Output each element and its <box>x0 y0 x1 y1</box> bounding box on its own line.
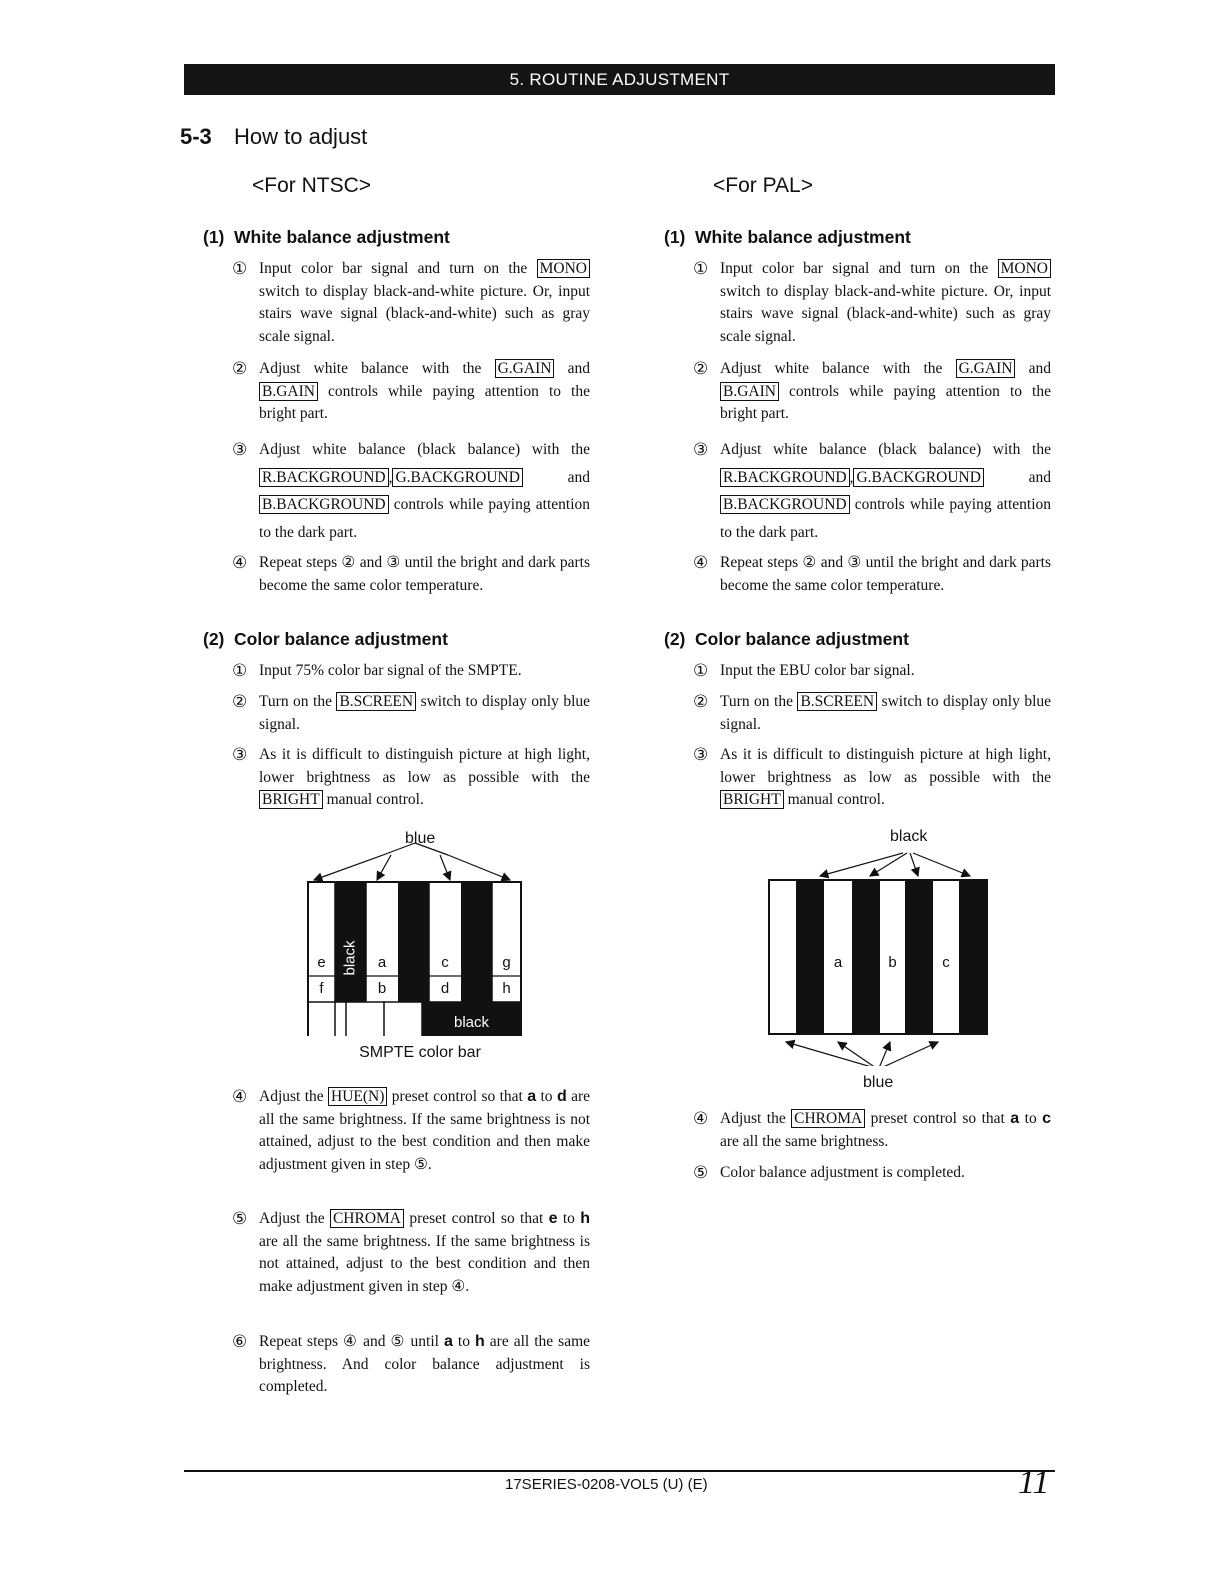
step-number: ② <box>693 692 709 711</box>
b-screen-label: B.SCREEN <box>336 692 416 711</box>
diagram-top-label: black <box>890 828 928 845</box>
g-background-label: G.BACKGROUND <box>853 468 983 487</box>
ntsc-wb-step-3: ③ Adjust white balance (black balance) with the R.BACKGROUND , G.BACKGROUND and B.BACKGROUND controls while paying attention to the dark part. <box>259 436 590 546</box>
b-screen-label: B.SCREEN <box>797 692 877 711</box>
smpte-diagram-graphic <box>300 826 540 1036</box>
ntsc-title: <For NTSC> <box>252 174 372 197</box>
pal-cb-step-5: ⑤ Color balance adjustment is completed. <box>720 1162 1051 1185</box>
g-gain-label: G.GAIN <box>495 359 555 378</box>
pal-wb-number: (1) <box>664 227 686 247</box>
pal-cb-step-2: ② Turn on the B.SCREEN switch to display only blue signal. <box>693 692 1052 733</box>
pal-wb-step-4: ④ Repeat steps ② and ③ until the bright and dark parts become the same color temperature. <box>693 553 1051 594</box>
black-bar <box>398 882 429 1002</box>
arrow <box>879 1042 890 1066</box>
pal-wb-step-2: ② Adjust white balance with the G.GAIN and B.GAIN controls while paying attention to the bright part. <box>693 359 1052 422</box>
step-number: ③ <box>232 745 248 764</box>
ntsc-cb-number: (2) <box>203 629 225 649</box>
step-number: ⑤ <box>232 1209 248 1228</box>
pal-wb-step-3: ③ Adjust white balance (black balance) with the R.BACKGROUND , G.BACKGROUND and B.BACKGROUND controls while paying attention to the dark part. <box>720 436 1051 546</box>
arrow <box>786 1042 875 1066</box>
pal-cb-step-3: ③ As it is difficult to distinguish picture at high light, lower brightness as low as possible with the BRIGHT manual control. <box>693 745 1051 808</box>
bar-letter-a: a <box>833 954 843 971</box>
chroma-label: CHROMA <box>791 1109 865 1128</box>
pal-wb-heading <box>664 227 911 248</box>
b-background-label: B.BACKGROUND <box>259 495 389 514</box>
step-number: ① <box>232 661 248 680</box>
step-number: ④ <box>693 553 709 572</box>
diagram-bottom-label: blue <box>863 1074 894 1091</box>
bar-letter-a: a <box>377 954 387 971</box>
step-number: ① <box>693 259 709 278</box>
b-gain-label: B.GAIN <box>720 382 779 401</box>
ntsc-wb-step-2: ② Adjust white balance with the G.GAIN and B.GAIN controls while paying attention to the bright part. <box>232 359 591 422</box>
ebu-diagram <box>760 826 1000 1096</box>
arrow <box>440 855 450 880</box>
mono-switch-label: MONO <box>537 259 590 278</box>
r-background-label: R.BACKGROUND <box>259 468 389 487</box>
hue-n-label: HUE(N) <box>328 1087 387 1106</box>
diagram-top-label: blue <box>405 830 436 847</box>
arrow <box>820 853 903 876</box>
step-number: ⑤ <box>693 1163 709 1182</box>
step-number: ④ <box>232 1087 248 1106</box>
bar-letter-g: g <box>502 954 511 971</box>
ntsc-wb-title: White balance adjustment <box>234 227 450 247</box>
bright-label: BRIGHT <box>259 790 323 809</box>
ntsc-cb-step-5: ⑤ Adjust the CHROMA preset control so that e to h are all the same brightness. If the same brightness is not attained, adjust to the best condition and then make adjustment given in step ④. <box>232 1209 591 1295</box>
step-number: ① <box>232 259 248 278</box>
step-number: ② <box>232 692 248 711</box>
diagram-black-vertical: black <box>341 940 359 976</box>
diagram-black-bottom: black <box>453 1014 490 1031</box>
pal-wb-title: White balance adjustment <box>695 227 911 247</box>
bar-letter-c: c <box>441 954 449 971</box>
header-banner: 5. ROUTINE ADJUSTMENT <box>184 64 1055 95</box>
ntsc-wb-heading <box>203 227 450 248</box>
section-number: 5-3 <box>180 124 212 149</box>
step-number: ② <box>232 359 248 378</box>
ntsc-wb-step-4: ④ Repeat steps ② and ③ until the bright and dark parts become the same color temperature. <box>232 553 590 594</box>
smpte-diagram <box>300 826 540 1070</box>
ntsc-cb-step-3: ③ As it is difficult to distinguish picture at high light, lower brightness as low as possible with the BRIGHT manual control. <box>232 745 590 808</box>
step-number: ① <box>693 661 709 680</box>
arrow <box>314 855 383 880</box>
section-title: How to adjust <box>234 124 368 149</box>
ebu-diagram-graphic <box>760 826 1000 1066</box>
ntsc-cb-heading <box>203 629 448 650</box>
arrow <box>448 855 510 880</box>
bar-letter-e: e <box>317 954 326 971</box>
bar-letter-c: c <box>942 954 950 971</box>
step-number: ④ <box>232 553 248 572</box>
bright-label: BRIGHT <box>720 790 784 809</box>
black-bar <box>796 880 824 1034</box>
ntsc-cb-step-1: ① Input 75% color bar signal of the SMPTE. <box>259 660 590 683</box>
bar-letter-f: f <box>319 980 324 997</box>
bar-letter-b: b <box>888 954 897 971</box>
diagram-caption: SMPTE color bar <box>359 1044 481 1061</box>
step-number: ③ <box>693 440 709 459</box>
step-number: ② <box>693 359 709 378</box>
r-background-label: R.BACKGROUND <box>720 468 850 487</box>
pal-title: <For PAL> <box>713 174 813 197</box>
ntsc-cb-step-2: ② Turn on the B.SCREEN switch to display only blue signal. <box>232 692 591 733</box>
pal-cb-number: (2) <box>664 629 686 649</box>
g-gain-label: G.GAIN <box>956 359 1016 378</box>
ntsc-wb-step-1: ① Input color bar signal and turn on the MONO switch to display black-and-white picture. Or, input stairs wave signal (black-and-white) such as gray scale signal. <box>232 259 590 345</box>
black-bar <box>852 880 880 1034</box>
ntsc-wb-number: (1) <box>203 227 225 247</box>
mono-switch-label: MONO <box>998 259 1051 278</box>
g-background-label: G.BACKGROUND <box>392 468 522 487</box>
arrow <box>913 853 970 876</box>
arrow <box>910 853 918 876</box>
arrow <box>377 855 391 880</box>
b-background-label: B.BACKGROUND <box>720 495 850 514</box>
ntsc-cb-title: Color balance adjustment <box>234 629 448 649</box>
pal-cb-heading <box>664 629 909 650</box>
b-gain-label: B.GAIN <box>259 382 318 401</box>
chroma-label: CHROMA <box>330 1209 404 1228</box>
pal-cb-step-4: ④ Adjust the CHROMA preset control so that a to c are all the same brightness. <box>693 1109 1052 1150</box>
page-number: 11 <box>1018 1464 1050 1501</box>
footer-rule <box>184 1470 1055 1472</box>
ntsc-cb-step-6: ⑥ Repeat steps ④ and ⑤ until a to h are all the same brightness. And color balance adjustment is completed. <box>232 1332 591 1395</box>
ntsc-cb-step-4: ④ Adjust the HUE(N) preset control so that a to d are all the same brightness. If the same brightness is not attained, adjust to the best condition and then make adjustment given in step ⑤. <box>232 1087 591 1173</box>
black-bar <box>461 882 492 1002</box>
step-number: ③ <box>232 440 248 459</box>
pal-cb-step-1: ① Input the EBU color bar signal. <box>720 660 1051 683</box>
pal-wb-step-1: ① Input color bar signal and turn on the MONO switch to display black-and-white picture. Or, input stairs wave signal (black-and-white) such as gray scale signal. <box>693 259 1051 345</box>
step-number: ④ <box>693 1109 709 1128</box>
footer-code: 17SERIES-0208-VOL5 (U) (E) <box>505 1476 708 1493</box>
step-number: ③ <box>693 745 709 764</box>
black-bar <box>959 880 987 1034</box>
black-bar <box>905 880 933 1034</box>
pal-cb-title: Color balance adjustment <box>695 629 909 649</box>
bar-letter-d: d <box>440 980 450 997</box>
bar-letter-h: h <box>502 980 511 997</box>
bar-letter-b: b <box>377 980 387 997</box>
arrow <box>881 1042 938 1066</box>
step-number: ⑥ <box>232 1332 248 1351</box>
